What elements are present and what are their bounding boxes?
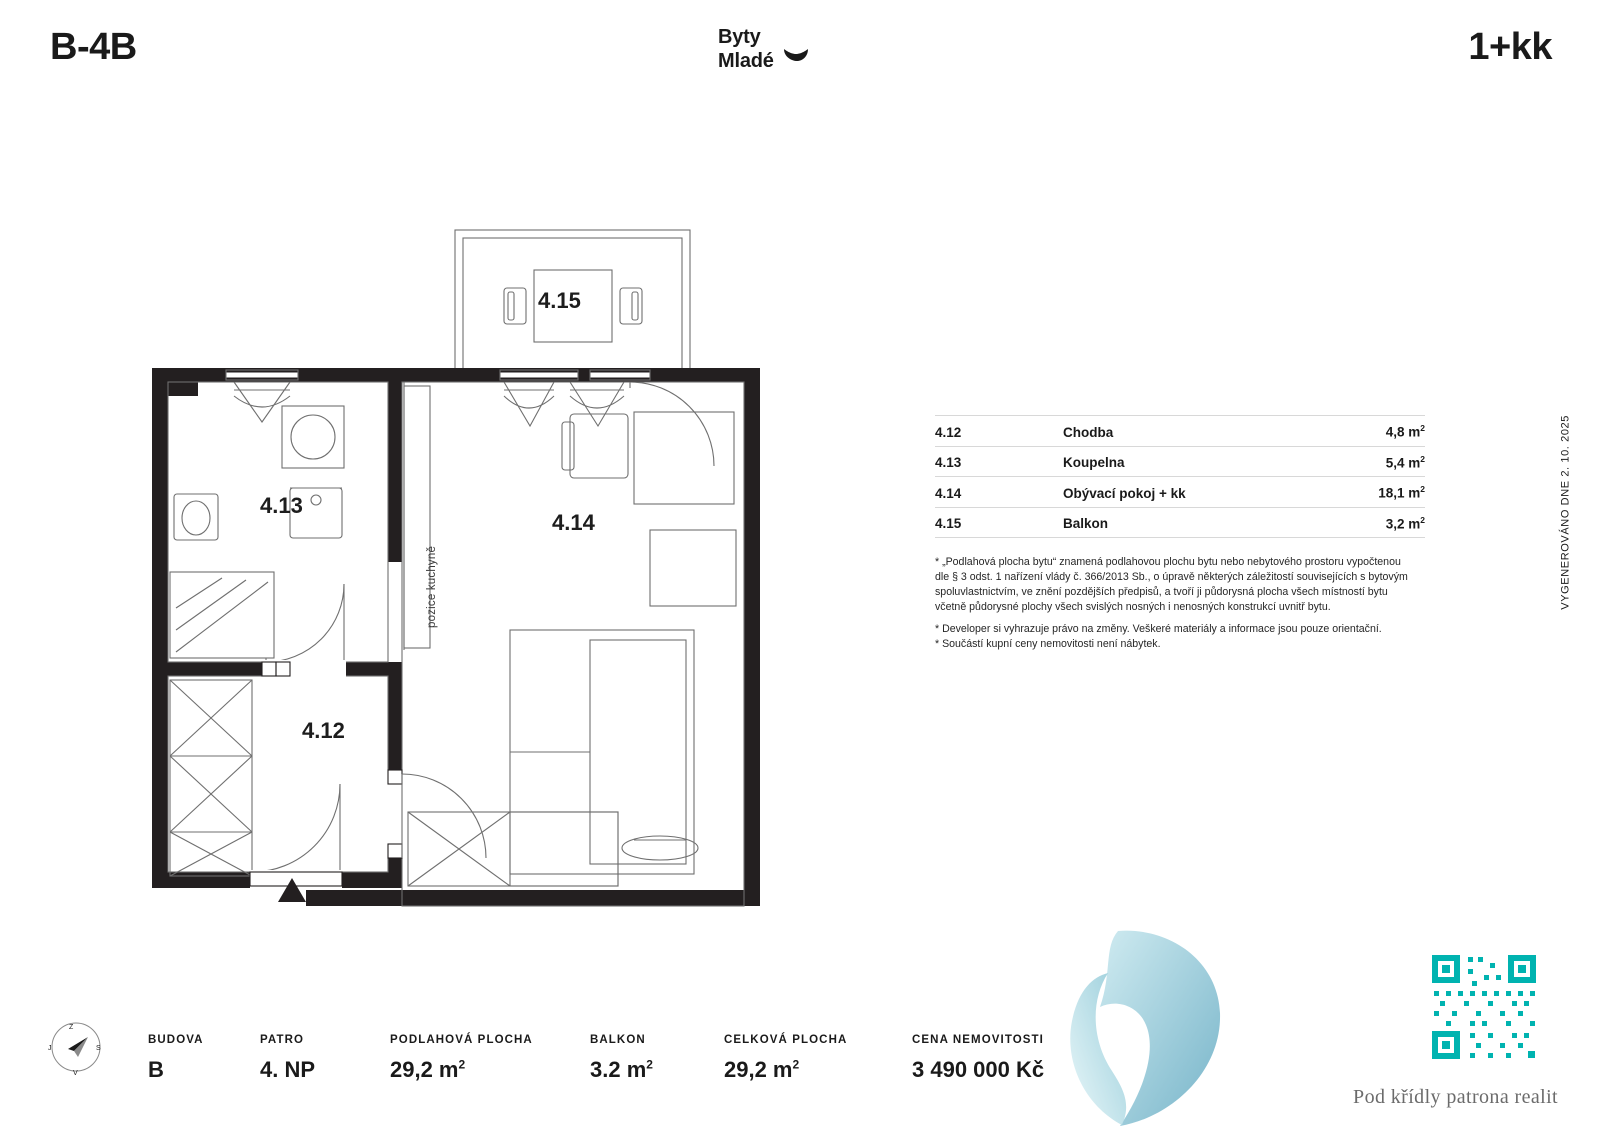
footer-label: CELKOVÁ PLOCHA xyxy=(724,1034,848,1046)
footer-item-budova xyxy=(148,1034,204,1083)
footer-label: BUDOVA xyxy=(148,1034,204,1046)
footer-label: PODLAHOVÁ PLOCHA xyxy=(390,1034,533,1046)
svg-text:V: V xyxy=(73,1070,78,1077)
room-code: 4.14 xyxy=(935,485,962,501)
footer-item-balcony xyxy=(590,1034,653,1083)
brand-line-1: Byty xyxy=(718,26,761,48)
footer-value: 29,2 $m^2$ xyxy=(390,1057,466,1082)
room-code: 4.13 xyxy=(935,455,962,470)
floorplan xyxy=(130,200,810,940)
footer-label: BALKON xyxy=(590,1034,646,1046)
generated-date: VYGENEROVÁNO DNE 2. 10. 2025 xyxy=(1560,415,1572,610)
room-name: Balkon xyxy=(1063,516,1109,531)
footer-item-patro xyxy=(260,1034,315,1083)
footer-item-total-area xyxy=(724,1034,847,1083)
footer-item-price xyxy=(912,1034,1044,1083)
footer xyxy=(0,981,1600,1131)
footer-label: CENA NEMOVITOSTI xyxy=(912,1034,1044,1046)
room-label-4-15: 4.15 xyxy=(538,288,581,313)
svg-text:J: J xyxy=(48,1045,52,1052)
kitchen-position-note: pozice kuchyně xyxy=(426,545,438,628)
unit-type-label: 1+kk xyxy=(1468,26,1552,68)
brand-logo xyxy=(718,26,809,73)
note-developer: * Developer si vyhrazuje právo na změny. Veškeré materiály a informace jsou pouze orientační. xyxy=(935,623,1382,636)
note-furniture: * Součástí kupní ceny nemovitosti není nábytek. xyxy=(935,638,1161,651)
room-code: 4.15 xyxy=(935,516,962,531)
compass-rose-icon xyxy=(44,1015,108,1079)
footer-value: 4. NP xyxy=(260,1057,316,1082)
footer-value: B xyxy=(148,1057,164,1082)
note-floor-area: * „Podlahová plocha bytu“ znamená podlahovou plochu bytu nebo nebytového prostoru vypočtenou dle § 3 odst. 1 nařízení vlády č. 366/2013 Sb., o úpravě některých záležitostí souvisejících s bytovým spoluvlastnictvím, ve znění pozdějších předpisů, a tvoří ji půdorysná plocha všech místností bytu včetně půdorysné plochy všech svislých nosných i nenosných konstrukcí uvnitř bytu. xyxy=(935,556,1408,614)
smile-mark-icon xyxy=(783,48,809,67)
room-area: 5,4 $m^2$ xyxy=(1385,453,1425,470)
legal-notes xyxy=(935,555,1413,652)
footer-value: 3.2 $m^2$ xyxy=(590,1057,653,1082)
table-row xyxy=(935,508,1425,539)
room-area: 18,1 $m^2$ xyxy=(1378,484,1425,501)
footer-value: 3 490 000 Kč xyxy=(912,1057,1045,1082)
footer-value: 29,2 $m^2$ xyxy=(724,1057,800,1082)
room-label-4-14: 4.14 xyxy=(552,510,595,535)
brand-line-2: Mladé xyxy=(718,49,774,72)
footer-label: PATRO xyxy=(260,1034,305,1046)
room-name: Chodba xyxy=(1063,424,1114,440)
svg-text:S: S xyxy=(96,1045,101,1052)
page-title: B-4B xyxy=(50,26,137,68)
room-area: 3,2 $m^2$ xyxy=(1385,514,1425,531)
room-area-table xyxy=(935,415,1425,538)
qr-code[interactable] xyxy=(1428,951,1540,1063)
table-row xyxy=(935,415,1425,447)
room-area: 4,8 $m^2$ xyxy=(1385,423,1425,440)
table-row xyxy=(935,477,1425,508)
slogan: Pod křídly patrona realit xyxy=(1353,1086,1558,1108)
room-code: 4.12 xyxy=(935,424,962,440)
room-name: Obývací pokoj + kk xyxy=(1063,485,1186,501)
room-name: Koupelna xyxy=(1063,455,1125,470)
wing-logo-icon xyxy=(1060,921,1240,1131)
footer-item-floor-area xyxy=(390,1034,533,1083)
room-label-4-12: 4.12 xyxy=(302,718,345,743)
table-row xyxy=(935,447,1425,478)
room-label-4-13: 4.13 xyxy=(260,493,303,518)
svg-text:Z: Z xyxy=(69,1024,74,1031)
